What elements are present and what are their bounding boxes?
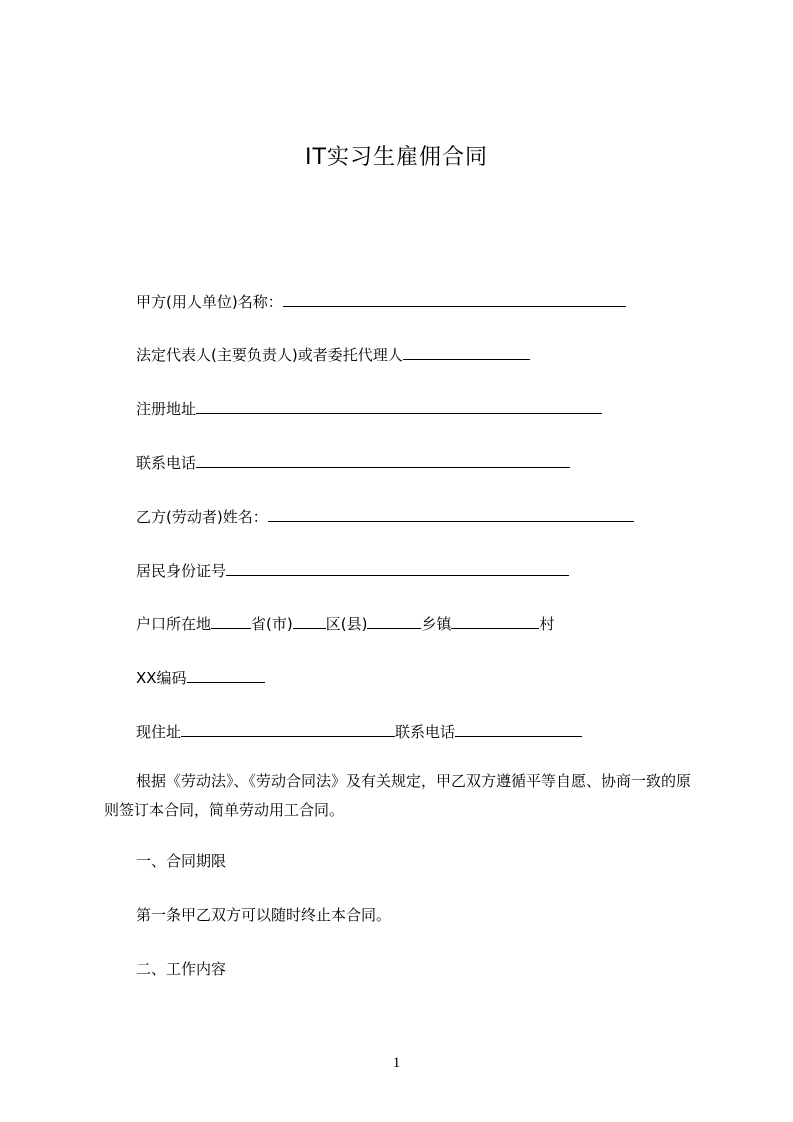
field-phone-a bbox=[136, 451, 570, 474]
field-party-a bbox=[136, 290, 626, 313]
field-code bbox=[136, 666, 265, 689]
section-term-clause: 第一条甲乙双方可以随时终止本合同。 bbox=[136, 906, 392, 924]
field-party-b bbox=[136, 505, 634, 528]
field-phone-a-label: 联系电话 bbox=[136, 454, 197, 472]
intro-paragraph: 根据《劳动法》、《劳动合同法》及有关规定，甲乙双方遵循平等自愿、协商一致的原则签订本合同，简单劳动用工合同。 bbox=[104, 772, 692, 819]
field-id-number bbox=[136, 559, 569, 582]
field-reg-address bbox=[136, 397, 602, 420]
section-work-heading: 二、工作内容 bbox=[136, 960, 227, 978]
id-number-blank[interactable] bbox=[226, 559, 569, 576]
phone-b-blank[interactable] bbox=[455, 720, 582, 737]
field-current-address-label: 现住址 bbox=[136, 723, 182, 741]
hukou-town-blank[interactable] bbox=[451, 612, 539, 629]
hukou-district-blank[interactable] bbox=[367, 612, 421, 629]
field-hukou-label: 户口所在地 bbox=[136, 615, 212, 633]
document-title: IT实习生雇佣合同 bbox=[305, 145, 488, 170]
reg-address-blank[interactable] bbox=[196, 397, 602, 414]
field-reg-address-label: 注册地址 bbox=[136, 400, 197, 418]
page-number: 1 bbox=[392, 1055, 401, 1071]
field-legal-rep-label: 法定代表人(主要负责人)或者委托代理人 bbox=[136, 346, 403, 364]
hukou-district-label: 区(县) bbox=[325, 615, 368, 633]
section-term-heading: 一、合同期限 bbox=[136, 852, 227, 870]
field-party-a-label: 甲方(用人单位)名称： bbox=[136, 293, 283, 311]
field-hukou bbox=[136, 612, 554, 635]
hukou-city-blank[interactable] bbox=[293, 612, 326, 629]
legal-rep-blank[interactable] bbox=[403, 343, 530, 360]
current-address-blank[interactable] bbox=[181, 720, 395, 737]
hukou-village-label: 村 bbox=[539, 615, 555, 633]
party-a-blank[interactable] bbox=[283, 290, 626, 307]
party-b-blank[interactable] bbox=[268, 505, 634, 522]
field-legal-rep bbox=[136, 343, 530, 366]
hukou-town-label: 乡镇 bbox=[421, 615, 452, 633]
field-current-address bbox=[136, 720, 582, 743]
hukou-province-blank[interactable] bbox=[211, 612, 251, 629]
phone-a-blank[interactable] bbox=[196, 451, 570, 468]
field-phone-b-label: 联系电话 bbox=[395, 723, 456, 741]
field-code-label: XX编码 bbox=[136, 669, 187, 687]
field-party-b-label: 乙方(劳动者)姓名： bbox=[136, 508, 268, 526]
code-blank[interactable] bbox=[187, 666, 265, 683]
hukou-province-label: 省(市) bbox=[251, 615, 293, 633]
field-id-number-label: 居民身份证号 bbox=[136, 562, 227, 580]
